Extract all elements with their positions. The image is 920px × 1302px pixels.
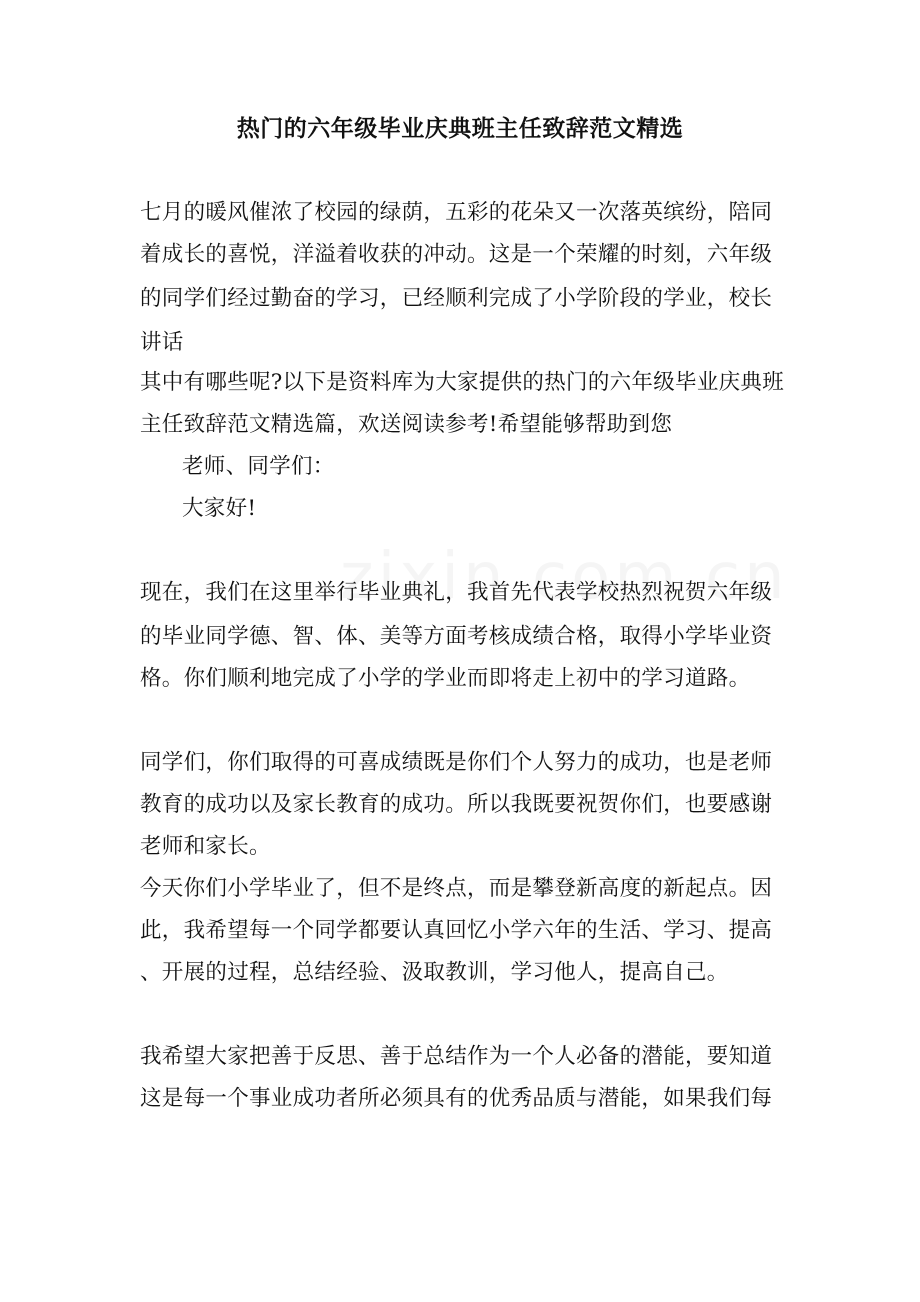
greeting-line: 大家好! bbox=[182, 496, 257, 521]
text-line: 的同学们经过勤奋的学习，已经顺利完成了小学阶段的学业，校长 bbox=[140, 286, 773, 311]
text-line: 格。你们顺利地完成了小学的学业而即将走上初中的学习道路。 bbox=[140, 666, 751, 691]
text-line: 教育的成功以及家长教育的成功。所以我既要祝贺你们，也要感谢 bbox=[140, 792, 773, 817]
text-line: 主任致辞范文精选篇，欢送阅读参考!希望能够帮助到您 bbox=[140, 412, 673, 437]
text-line: 讲话 bbox=[140, 330, 184, 355]
text-line: 现在，我们在这里举行毕业典礼，我首先代表学校热烈祝贺六年级 bbox=[140, 580, 773, 605]
text-line: 的毕业同学德、智、体、美等方面考核成绩合格，取得小学毕业资 bbox=[140, 624, 773, 649]
salutation-line: 老师、同学们： bbox=[182, 454, 335, 479]
page-title: 热门的六年级毕业庆典班主任致辞范文精选 bbox=[236, 115, 684, 142]
text-line: 、开展的过程，总结经验、汲取教训，学习他人，提高自己。 bbox=[140, 960, 729, 985]
text-line: 着成长的喜悦，洋溢着收获的冲动。这是一个荣耀的时刻，六年级 bbox=[140, 242, 773, 267]
text-line: 老师和家长。 bbox=[140, 834, 271, 859]
text-line: 七月的暖风催浓了校园的绿荫，五彩的花朵又一次落英缤纷，陪同 bbox=[140, 200, 773, 225]
text-line: 我希望大家把善于反思、善于总结作为一个人必备的潜能，要知道 bbox=[140, 1044, 773, 1069]
text-line: 此，我希望每一个同学都要认真回忆小学六年的生活、学习、提高 bbox=[140, 918, 773, 943]
text-line: 这是每一个事业成功者所必须具有的优秀品质与潜能，如果我们每 bbox=[140, 1086, 773, 1111]
text-line: 今天你们小学毕业了，但不是终点，而是攀登新高度的新起点。因 bbox=[140, 876, 773, 901]
text-line: 其中有哪些呢?以下是资料库为大家提供的热门的六年级毕业庆典班 bbox=[140, 370, 785, 395]
text-line: 同学们，你们取得的可喜成绩既是你们个人努力的成功，也是老师 bbox=[140, 750, 773, 775]
